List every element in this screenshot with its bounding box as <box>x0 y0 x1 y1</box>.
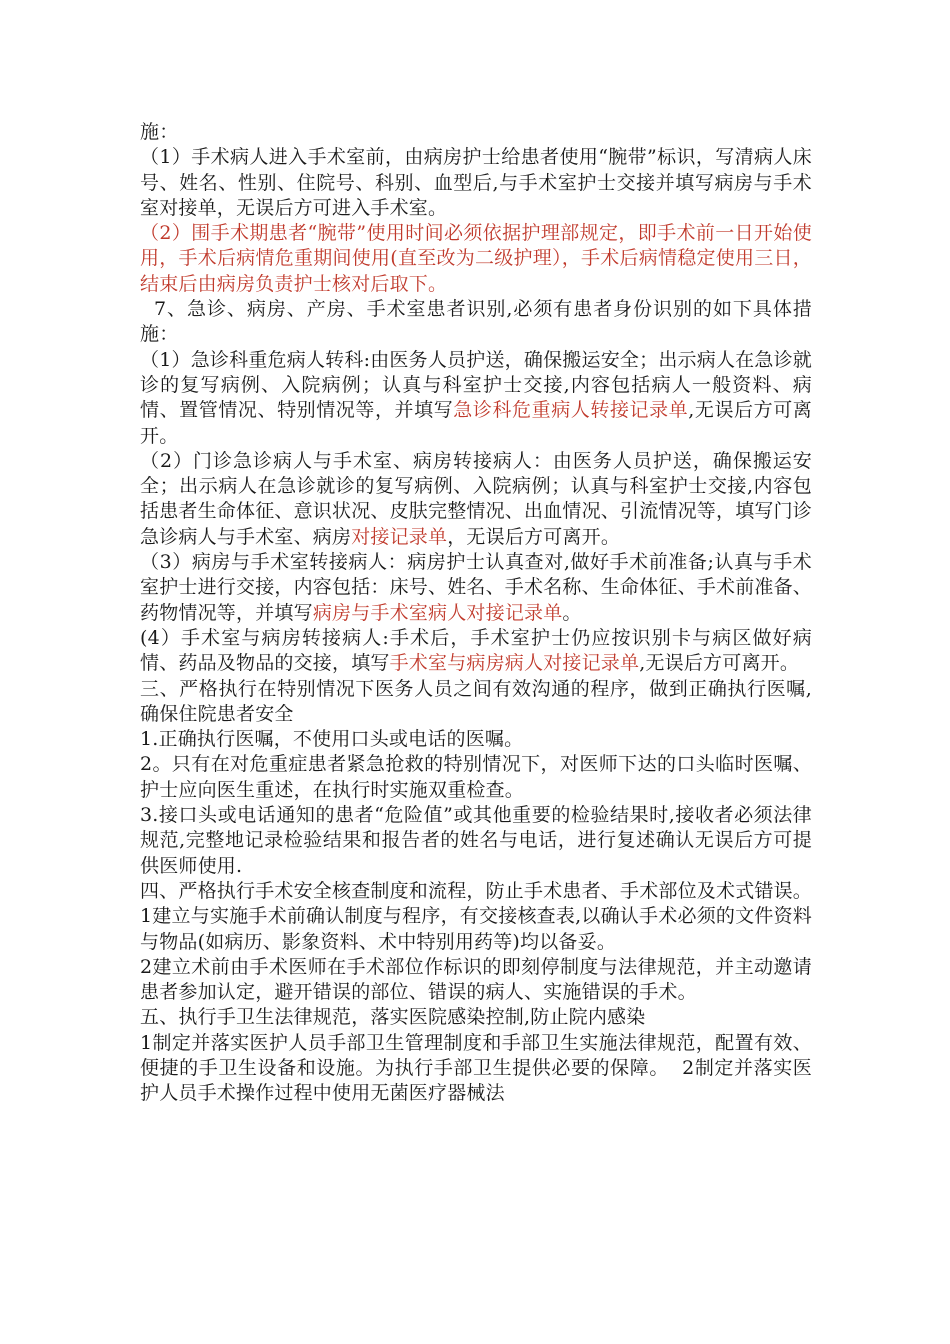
form-name-highlight: 急诊科危重病人转接记录单 <box>453 399 689 422</box>
paragraph-transfer-1 <box>140 348 812 449</box>
text-segment: （3）病房与手术室转接病人：病房护士认真查对,做好手术前准备;认真与手术室护士进行交接，内容包括：床号、姓名、手术名称、生命体征、手术前准备、药物情况等，并填写 <box>140 551 813 624</box>
text-segment: （1）急诊科重危病人转科:由医务人员护送，确保搬运安全；出示病人在急诊就诊的复写病例、入院病例；认真与科室护士交接,内容包括病人一般资料、病情、置管情况、特别情况等，并填写 <box>140 348 812 422</box>
text-segment: (4）手术室与病房转接病人:手术后，手术室护士仍应按识别卡与病区做好病情、药品及物品的交接，填写 <box>140 626 812 675</box>
form-name-highlight: 手术室与病房病人对接记录单 <box>389 652 640 675</box>
paragraph-orders-3: 3.接口头或电话通知的患者“危险值”或其他重要的检验结果时,接收者必须法律规范,完整地记录检验结果和报告者的姓名与电话，进行复述确认无误后方可提供医师使用. <box>140 804 812 877</box>
section-heading-5: 五、执行手卫生法律规范，落实医院感染控制,防止院内感染 <box>140 1006 646 1029</box>
text-segment: （2）门诊急诊病人与手术室、病房转接病人：由医务人员护送，确保搬运安全；出示病人在急诊就诊的复写病例、入院病例；认真与科室护士交接,内容包括患者生命体征、意识状况、皮肤完整情况、出血情况、引流情况等，填写门诊急诊病人与手术室、病房 <box>140 449 813 548</box>
paragraph-item-7: 7、急诊、病房、产房、手术室患者识别,必须有患者身份识别的如下具体措施： <box>140 298 812 346</box>
paragraph-wristband-1: （1）手术病人进入手术室前，由病房护士给患者使用“腕带”标识，写清病人床号、姓名、性别、住院号、科别、血型后,与手术室护士交接并填写病房与手术室对接单，无误后方可进入手术室。 <box>140 146 812 219</box>
section-heading-3: 三、严格执行在特别情况下医务人员之间有效沟通的程序，做到正确执行医嘱,确保住院患者安全 <box>140 677 812 725</box>
paragraph-surgery-2: 2建立术前由手术医师在手术部位作标识的即刻停制度与法律规范，并主动邀请患者参加认定，避开错误的部位、错误的病人、实施错误的手术。 <box>140 955 812 1004</box>
paragraph-surgery-1: 1建立与实施手术前确认制度与程序，有交接核查表,以确认手术必须的文件资料与物品(如病历、影象资料、术中特别用药等)均以备妥。 <box>140 905 812 953</box>
paragraph-transfer-2 <box>140 449 812 550</box>
paragraph-transfer-4 <box>140 626 812 677</box>
paragraph-transfer-3 <box>140 550 812 626</box>
paragraph-intro: 施： <box>140 121 179 143</box>
paragraph-orders-2: 2。只有在对危重症患者紧急抢救的特别情况下，对医师下达的口头临时医嘱、护士应向医生重述，在执行时实施双重检查。 <box>140 753 812 801</box>
paragraph-orders-1: 1.正确执行医嘱，不使用口头或电话的医嘱。 <box>140 728 524 751</box>
form-name-highlight: 对接记录单 <box>351 525 448 548</box>
text-segment: ,无误后方可离开。 <box>639 652 800 675</box>
text-segment: ，无误后方可离开。 <box>447 525 621 548</box>
text-segment: ,无误后方可离开。 <box>140 399 812 447</box>
paragraph-wristband-2: （2）围手术期患者“腕带”使用时间必须依据护理部规定，即手术前一日开始使用，手术后病情危重期间使用(直至改为二级护理），手术后病情稳定使用三日，结束后由病房负责护士核对后取下。 <box>140 222 812 295</box>
form-name-highlight: 病房与手术室病人对接记录单 <box>312 601 563 624</box>
document-page <box>140 120 812 1107</box>
paragraph-hygiene-1: 1制定并落实医护人员手部卫生管理制度和手部卫生实施法律规范，配置有效、便捷的手卫生设备和设施。为执行手部卫生提供必要的保障。 2制定并落实医护人员手术操作过程中使用无菌医疗器械法 <box>140 1031 812 1105</box>
section-heading-4: 四、严格执行手术安全核查制度和流程，防止手术患者、手术部位及术式错误。 <box>140 879 813 902</box>
text-segment: 。 <box>562 601 582 624</box>
